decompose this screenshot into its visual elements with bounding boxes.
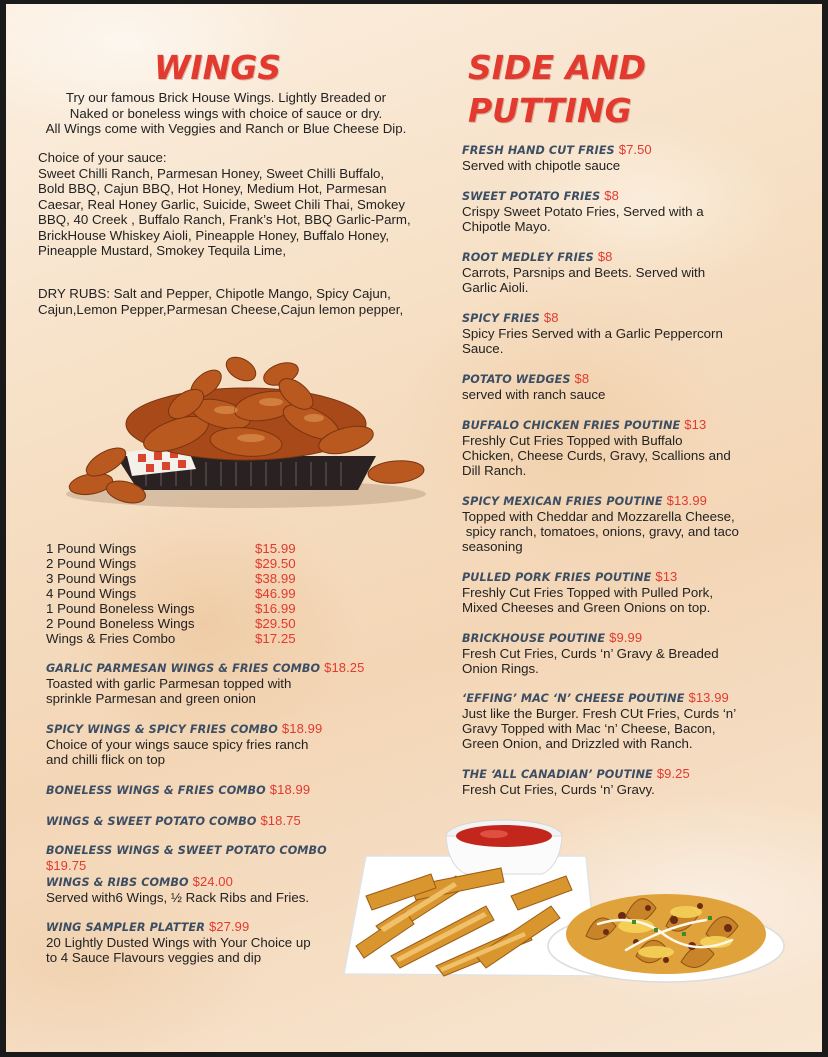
sauce-line: BrickHouse Whiskey Aioli, Pineapple Honey, Buffalo Honey, bbox=[38, 227, 390, 243]
side-item bbox=[462, 310, 782, 371]
side-item bbox=[462, 766, 782, 797]
side-name: FRESH HAND CUT FRIES bbox=[462, 144, 615, 157]
combo-title bbox=[46, 782, 366, 798]
side-title bbox=[462, 249, 782, 265]
menu-page bbox=[6, 4, 822, 1052]
combo-item bbox=[46, 874, 366, 919]
intro-line: Try our famous Brick House Wings. Lightly Breaded or bbox=[65, 90, 387, 105]
sauce-choices bbox=[38, 150, 428, 259]
combo-price: $27.99 bbox=[208, 919, 250, 934]
side-desc: Dill Ranch. bbox=[462, 463, 527, 478]
combo-desc: Served with6 Wings, ½ Rack Ribs and Fries. bbox=[46, 890, 310, 905]
side-name: ‘EFFING’ MAC ‘N’ CHEESE POUTINE bbox=[462, 692, 685, 705]
side-price: $13 bbox=[684, 417, 707, 432]
side-item bbox=[462, 569, 782, 630]
side-name: POTATO WEDGES bbox=[462, 373, 571, 386]
side-name: THE ‘ALL CANADIAN’ POUTINE bbox=[462, 768, 653, 781]
side-name: SPICY MEXICAN FRIES POUTINE bbox=[462, 495, 663, 508]
side-item bbox=[462, 188, 782, 249]
wings-price-list bbox=[46, 541, 366, 646]
side-name: SPICY FRIES bbox=[462, 312, 540, 325]
price-row-price: $17.25 bbox=[255, 631, 296, 646]
combo-item bbox=[46, 813, 366, 843]
sauce-line: Pineapple Mustard, Smokey Tequila Lime, bbox=[38, 243, 287, 258]
side-title bbox=[462, 569, 782, 585]
side-title bbox=[462, 142, 782, 158]
combo-name: SPICY WINGS & SPICY FRIES COMBO bbox=[46, 723, 278, 736]
combo-title bbox=[46, 843, 366, 874]
side-desc: Topped with Cheddar and Mozzarella Cheese, bbox=[462, 509, 735, 524]
combo-name: GARLIC PARMESAN WINGS & FRIES COMBO bbox=[46, 662, 321, 675]
side-desc: Crispy Sweet Potato Fries, Served with a bbox=[462, 204, 704, 219]
combo-item bbox=[46, 782, 366, 813]
side-item bbox=[462, 371, 782, 417]
side-price: $13.99 bbox=[688, 690, 729, 705]
side-price: $13.99 bbox=[666, 493, 707, 508]
side-desc: Garlic Aioli. bbox=[462, 280, 529, 295]
side-title bbox=[462, 630, 782, 646]
price-row-name: 1 Pound Wings bbox=[46, 541, 137, 556]
side-desc: Spicy Fries Served with a Garlic Peppercorn bbox=[462, 326, 723, 341]
combo-title bbox=[46, 813, 366, 829]
rubs-line: DRY RUBS: Salt and Pepper, Chipotle Mango, Spicy Cajun, bbox=[38, 286, 391, 301]
combo-title bbox=[46, 874, 366, 890]
side-name: ROOT MEDLEY FRIES bbox=[462, 251, 594, 264]
sides-heading-line2: PUTTING bbox=[468, 91, 632, 130]
sauce-line: Caesar, Real Honey Garlic, Suicide, Sweet Chili Thai, Smokey bbox=[38, 196, 406, 212]
price-row-price: $46.99 bbox=[255, 586, 296, 601]
combo-title bbox=[46, 721, 366, 737]
sides-list bbox=[462, 142, 782, 797]
side-desc: seasoning bbox=[462, 539, 523, 554]
side-price: $8 bbox=[597, 249, 613, 264]
wings-basket-photo bbox=[46, 344, 438, 514]
side-price: $9.25 bbox=[656, 766, 690, 781]
side-name: BRICKHOUSE POUTINE bbox=[462, 632, 606, 645]
side-price: $9.99 bbox=[609, 630, 643, 645]
combo-desc: Choice of your wings sauce spicy fries ranch bbox=[46, 737, 309, 752]
combo-name: WINGS & SWEET POTATO COMBO bbox=[46, 815, 257, 828]
price-row-name: Wings & Fries Combo bbox=[46, 631, 176, 646]
side-desc: Onion Rings. bbox=[462, 661, 539, 676]
combo-name: WINGS & RIBS COMBO bbox=[46, 876, 189, 889]
side-desc: Freshly Cut Fries Topped with Buffalo bbox=[462, 433, 683, 448]
combo-title bbox=[46, 919, 366, 935]
price-row-price: $29.50 bbox=[255, 616, 296, 631]
side-item bbox=[462, 417, 782, 493]
wings-intro bbox=[26, 90, 426, 137]
combo-price: $24.00 bbox=[192, 874, 233, 889]
price-row-name: 3 Pound Wings bbox=[46, 571, 137, 586]
side-desc: Sauce. bbox=[462, 341, 504, 356]
sauce-line: BBQ, 40 Creek , Buffalo Ranch, Frank’s Hot, BBQ Garlic-Parm, bbox=[38, 212, 411, 227]
price-row bbox=[46, 616, 366, 631]
combo-desc: and chilli flick on top bbox=[46, 752, 165, 767]
price-row bbox=[46, 571, 366, 586]
side-desc: served with ranch sauce bbox=[462, 387, 606, 402]
combo-name: BONELESS WINGS & SWEET POTATO COMBO bbox=[46, 844, 327, 857]
sauce-line: Choice of your sauce: bbox=[38, 150, 167, 165]
price-row-price: $38.99 bbox=[255, 571, 296, 586]
side-title bbox=[462, 690, 782, 706]
combo-name: BONELESS WINGS & FRIES COMBO bbox=[46, 784, 266, 797]
wedges-and-poutine-photo bbox=[336, 816, 786, 986]
side-desc: Chicken, Cheese Curds, Gravy, Scallions and bbox=[462, 448, 731, 463]
wings-combos bbox=[46, 660, 366, 965]
side-desc: Just like the Burger. Fresh CUt Fries, Curds ‘n’ bbox=[462, 706, 737, 721]
combo-price: $19.75 bbox=[46, 858, 87, 873]
price-row bbox=[46, 541, 366, 556]
price-row bbox=[46, 586, 366, 601]
wings-heading: WINGS bbox=[154, 48, 282, 87]
side-name: SWEET POTATO FRIES bbox=[462, 190, 601, 203]
side-desc: Chipotle Mayo. bbox=[462, 219, 551, 234]
combo-name: WING SAMPLER PLATTER bbox=[46, 921, 205, 934]
side-item bbox=[462, 249, 782, 310]
price-row-price: $15.99 bbox=[255, 541, 296, 556]
combo-price: $18.25 bbox=[324, 660, 365, 675]
price-row bbox=[46, 556, 366, 571]
price-row-price: $29.50 bbox=[255, 556, 296, 571]
combo-item bbox=[46, 660, 366, 721]
side-desc: Carrots, Parsnips and Beets. Served with bbox=[462, 265, 706, 280]
price-row bbox=[46, 631, 366, 646]
side-price: $7.50 bbox=[618, 142, 652, 157]
combo-item bbox=[46, 721, 366, 782]
side-price: $13 bbox=[655, 569, 678, 584]
intro-line: All Wings come with Veggies and Ranch or Blue Cheese Dip. bbox=[45, 121, 407, 136]
price-row-name: 2 Pound Boneless Wings bbox=[46, 616, 195, 631]
side-item bbox=[462, 630, 782, 690]
side-desc: Green Onion, and Drizzled with Ranch. bbox=[462, 736, 693, 751]
combo-item bbox=[46, 843, 366, 874]
side-desc: Fresh Cut Fries, Curds ‘n’ Gravy. bbox=[462, 782, 655, 797]
combo-price: $18.75 bbox=[260, 813, 301, 828]
side-title bbox=[462, 310, 782, 326]
side-title bbox=[462, 417, 782, 433]
price-row bbox=[46, 601, 366, 616]
combo-desc: to 4 Sauce Flavours veggies and dip bbox=[46, 950, 262, 965]
side-title bbox=[462, 188, 782, 204]
price-row-price: $16.99 bbox=[255, 601, 296, 616]
side-desc: spicy ranch, tomatoes, onions, gravy, and taco bbox=[462, 524, 739, 539]
sides-heading-line1: SIDE AND bbox=[468, 48, 647, 87]
price-row-name: 4 Pound Wings bbox=[46, 586, 137, 601]
combo-item bbox=[46, 919, 366, 965]
side-title bbox=[462, 766, 782, 782]
side-price: $8 bbox=[543, 310, 559, 325]
combo-price: $18.99 bbox=[269, 782, 311, 797]
side-item bbox=[462, 690, 782, 766]
combo-desc: sprinkle Parmesan and green onion bbox=[46, 691, 256, 706]
rubs-line: Cajun,Lemon Pepper,Parmesan Cheese,Cajun lemon pepper, bbox=[38, 301, 404, 317]
side-item bbox=[462, 493, 782, 569]
combo-desc: 20 Lightly Dusted Wings with Your Choice up bbox=[46, 935, 311, 950]
sauce-line: Sweet Chilli Ranch, Parmesan Honey, Sweet Chilli Buffalo, bbox=[38, 165, 385, 181]
combo-price: $18.99 bbox=[281, 721, 323, 736]
side-price: $8 bbox=[574, 371, 590, 386]
side-desc: Served with chipotle sauce bbox=[462, 158, 621, 173]
sauce-line: Bold BBQ, Cajun BBQ, Hot Honey, Medium Hot, Parmesan bbox=[38, 181, 387, 196]
side-title bbox=[462, 371, 782, 387]
price-row-name: 2 Pound Wings bbox=[46, 556, 137, 571]
side-item bbox=[462, 142, 782, 188]
side-name: BUFFALO CHICKEN FRIES POUTINE bbox=[462, 419, 681, 432]
combo-title bbox=[46, 660, 366, 676]
dry-rubs bbox=[38, 286, 438, 317]
side-desc: Freshly Cut Fries Topped with Pulled Pork, bbox=[462, 585, 714, 600]
price-row-name: 1 Pound Boneless Wings bbox=[46, 601, 195, 616]
side-name: PULLED PORK FRIES POUTINE bbox=[462, 571, 652, 584]
side-desc: Gravy Topped with Mac ‘n’ Cheese, Bacon, bbox=[462, 721, 716, 736]
side-title bbox=[462, 493, 782, 509]
side-desc: Fresh Cut Fries, Curds ‘n’ Gravy & Breaded bbox=[462, 646, 719, 661]
combo-desc: Toasted with garlic Parmesan topped with bbox=[46, 676, 292, 691]
side-price: $8 bbox=[604, 188, 619, 203]
side-desc: Mixed Cheeses and Green Onions on top. bbox=[462, 600, 711, 615]
intro-line: Naked or boneless wings with choice of sauce or dry. bbox=[69, 105, 383, 121]
